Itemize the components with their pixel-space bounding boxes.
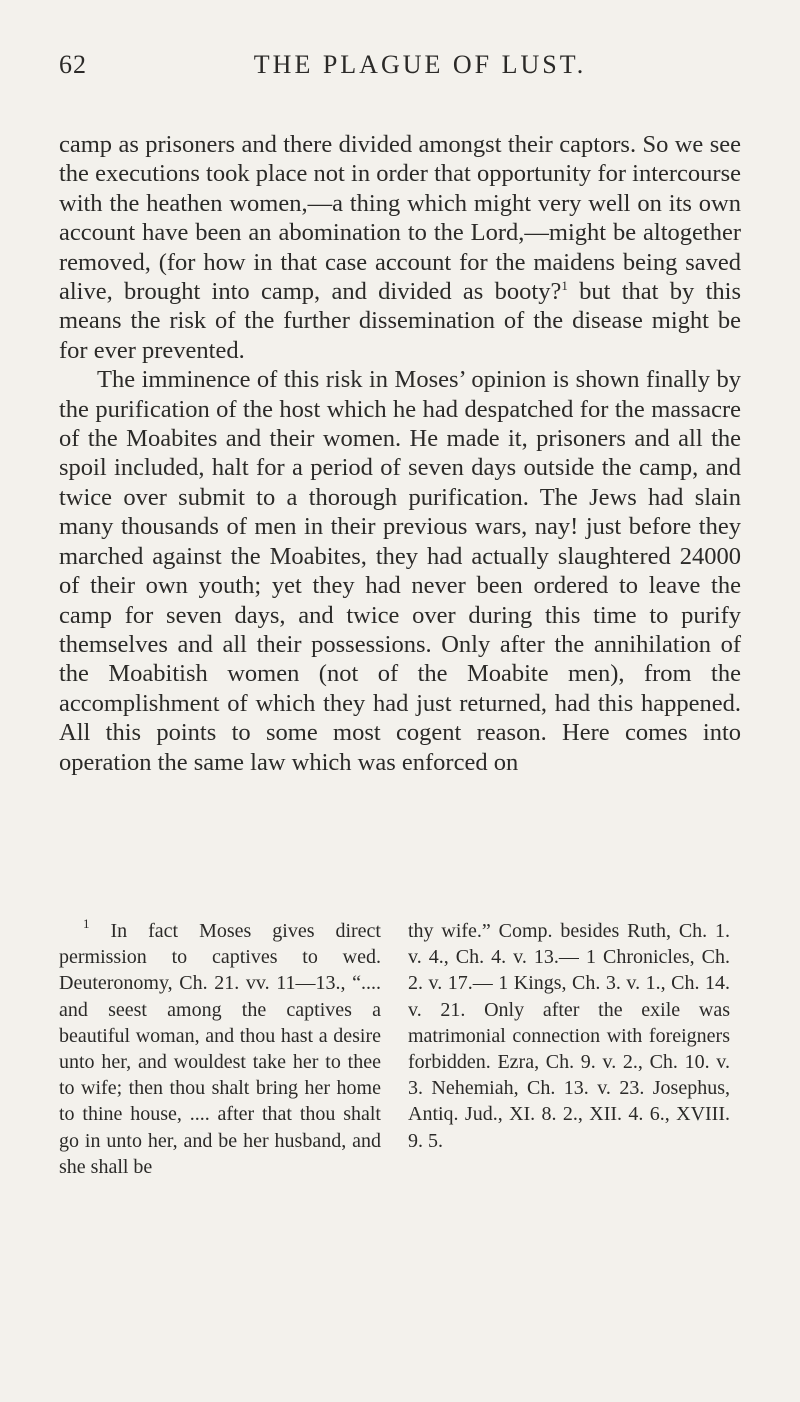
footnote-text: thy wife.” Comp. besides Ruth, Ch. 1. v. 4., Ch. 4. v. 13.— 1 Chronicles, Ch. 2. v. 17.— 1 Kings, Ch. 3. v. 1., Ch. 14. v. 21. Only after the exile was matrimonial connection with foreigners forbidden. Ezra, Ch. 9. v. 2., Ch. 10. v. 3. Nehemiah, Ch. 13. v. 23. Josephus, Antiq. Jud., XI. 8. 2., XII. 4. 6., XVIII. 9. 5. [408, 920, 730, 1152]
page-header [59, 50, 741, 90]
page-number: 62 [59, 50, 87, 79]
running-head: THE PLAGUE OF LUST. [253, 50, 587, 79]
paragraph-text: but that by this means the risk of the further dissemination of the disease might be for ever prevented. [59, 278, 741, 364]
footnote-text: In fact Moses gives direct permission to captives to wed. Deuteronomy, Ch. 21. vv. 11—13., “.... and seest among the captives a beautiful woman, and thou hast a desire unto her, and wouldest take her to thee to wife; then thou shalt bring her home to thine house, .... after that thou shalt go in unto her, and be her husband, and she shall be [59, 920, 381, 1178]
paragraph [59, 130, 741, 365]
footnote-column-right [408, 918, 730, 1154]
footnote-marker: 1 [83, 916, 90, 931]
footnote-reference: 1 [561, 278, 568, 294]
footnote-column-left [59, 918, 381, 1180]
main-text [59, 130, 741, 777]
paragraph: The imminence of this risk in Moses’ opinion is shown finally by the purification of the host which he had despatched for the massacre of the Moabites and their women. He made it, prisoners and all the spoil included, halt for a period of seven days outside the camp, and twice over submit to a thorough purification. The Jews had slain many thousands of men in their previous wars, nay! just before they marched against the Moabites, they had actually slaughtered 24000 of their own youth; yet they had never been ordered to leave the camp for seven days, and twice over during this time to purify themselves and all their possessions. Only after the annihilation of the Moabitish women (not of the Moabite men), from the accomplishment of which they had just returned, had this happened. All this points to some most cogent reason. Here comes into operation the same law which was enforced on [59, 366, 741, 776]
paragraph-text: camp as prisoners and there divided amongst their captors. So we see the executions took place not in order that opportunity for intercourse with the heathen women,—a thing which might very well on its own account have been an abomination to the Lord,—might be altogether removed, (for how in that case account for the maidens being saved alive, brought into camp, and divided as booty? [59, 131, 741, 306]
footnote [59, 918, 381, 1180]
